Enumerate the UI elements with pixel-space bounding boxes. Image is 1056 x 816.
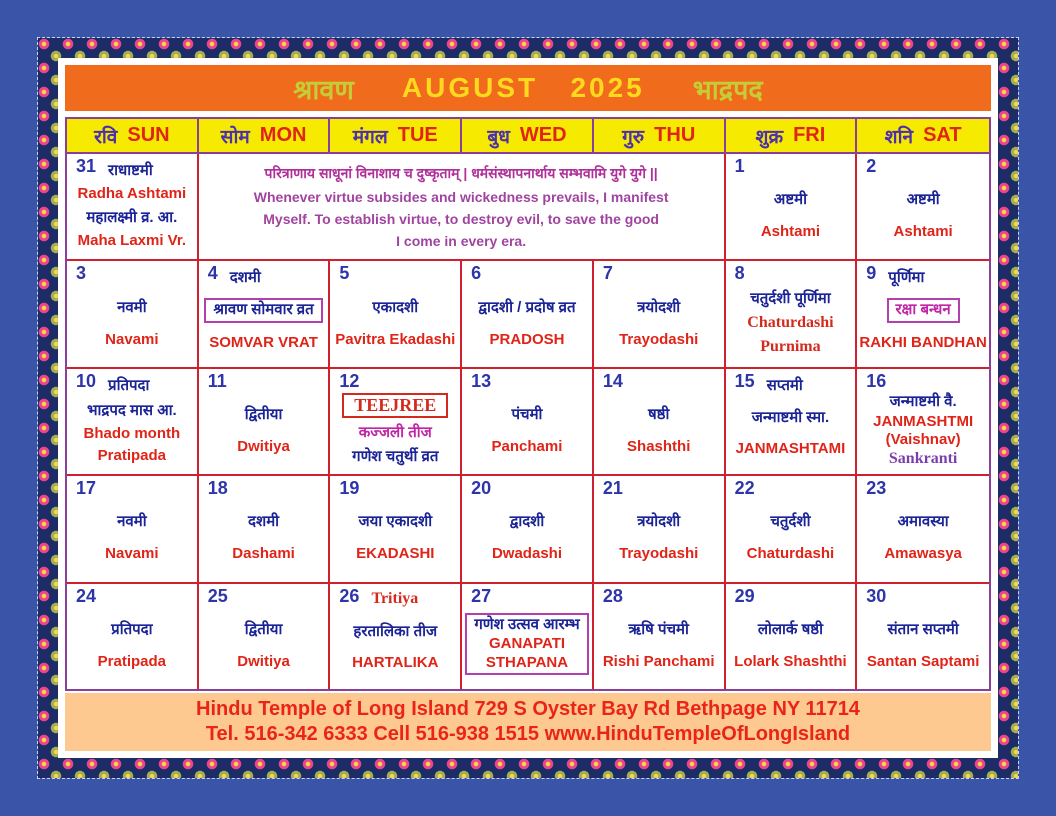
date-row: [857, 261, 989, 287]
date-number: 5: [339, 263, 350, 284]
day-cell-12: [330, 369, 462, 474]
week-row-5: [67, 584, 989, 689]
cell-lines: [594, 390, 724, 474]
date-row: [726, 584, 856, 605]
day-name-english: TUE: [397, 124, 438, 146]
day-name-english: WED: [519, 124, 567, 146]
date-side-label: दशमी: [229, 269, 261, 287]
cell-text: द्वादशी: [509, 513, 545, 531]
day-cell-25: [199, 584, 331, 689]
date-number: 24: [76, 585, 97, 606]
date-row: [857, 369, 989, 390]
cell-lines: [462, 282, 592, 366]
date-number: 27: [471, 585, 492, 606]
cell-text: Pratipada: [97, 447, 167, 465]
cell-lines: [330, 282, 460, 366]
date-row: [199, 584, 329, 605]
shloka-cell: [199, 154, 726, 259]
cell-lines: [726, 395, 856, 474]
cell-lines: [857, 390, 989, 474]
date-row: [857, 476, 989, 497]
cell-text: TEEJREE: [354, 395, 437, 416]
cell-text: JANMASHTMI: [873, 412, 974, 430]
date-row: [67, 584, 197, 605]
cell-lines: [330, 390, 460, 474]
date-row: [462, 476, 592, 497]
day-header-row: [65, 117, 991, 152]
date-side-label: Tritiya: [371, 589, 419, 607]
date-row: [726, 154, 856, 175]
date-row: [462, 369, 592, 390]
date-row: [857, 154, 989, 175]
footer-bar: [65, 693, 991, 751]
date-row: [726, 261, 856, 282]
date-row: [726, 369, 856, 395]
cell-text: षष्ठी: [648, 405, 670, 423]
calendar-panel: [58, 58, 998, 758]
cell-text: द्वादशी / प्रदोष व्रत: [478, 298, 576, 316]
cell-lines: [462, 390, 592, 474]
cell-lines: [330, 497, 460, 581]
cell-text: ऋषि पंचमी: [628, 620, 689, 638]
date-row: [199, 476, 329, 497]
date-row: [462, 584, 592, 605]
cell-text: RAKHI BANDHAN: [859, 333, 987, 351]
cell-text: Rishi Panchami: [602, 652, 715, 670]
cell-lines: [67, 180, 197, 259]
cell-text: अष्टमी: [906, 191, 940, 209]
cell-lines: [726, 605, 856, 689]
day-header-sun: [67, 119, 199, 152]
cell-text: JANMASHTAMI: [735, 439, 846, 457]
month-title: [402, 72, 645, 104]
day-cell-7: [594, 261, 726, 366]
cell-text: त्रयोदशी: [637, 513, 681, 531]
shloka-english-line: Whenever virtue subsides and wickedness prevails, I manifest: [253, 189, 669, 206]
day-header-sat: [857, 119, 989, 152]
day-cell-21: [594, 476, 726, 581]
date-number: 29: [734, 585, 755, 606]
date-side-label: राधाष्टमी: [108, 162, 153, 179]
date-side-label: पूर्णिमा: [888, 269, 925, 287]
date-side-label: प्रतिपदा: [108, 376, 150, 394]
cell-text: भाद्रपद मास आ.: [86, 401, 177, 419]
date-number: 23: [866, 478, 887, 499]
date-row: [726, 476, 856, 497]
day-cell-27: [462, 584, 594, 689]
date-row: [67, 369, 197, 395]
day-name-hindi: सोम: [220, 126, 250, 148]
day-cell-30: [857, 584, 989, 689]
hindi-month-bhadrapad: भाद्रपद: [692, 74, 763, 105]
cell-text: रक्षा बन्धन: [895, 301, 951, 319]
date-number: 26: [339, 585, 360, 606]
cell-text: गणेश चतुर्थी व्रत: [352, 447, 439, 465]
day-cell-19: [330, 476, 462, 581]
footer-contact: Tel. 516-342 6333 Cell 516-938 1515 www.HinduTempleOfLongIsland: [205, 723, 851, 745]
cell-lines: [67, 395, 197, 474]
date-number: 9: [866, 263, 877, 284]
day-cell-5: [330, 261, 462, 366]
cell-text: संतान सप्तमी: [887, 620, 959, 638]
month-name: AUGUST: [401, 72, 539, 103]
shloka-sanskrit: परित्राणाय साधूनां विनाशाय च दुष्कृताम् | धर्मसंस्थापनार्थाय सम्भवामि युगे युगे ||: [264, 165, 658, 182]
cell-lines: [462, 605, 592, 689]
day-cell-3: [67, 261, 199, 366]
week-row-4: [67, 476, 989, 583]
day-header-mon: [199, 119, 331, 152]
day-cell-1: [726, 154, 858, 259]
date-row: [857, 584, 989, 605]
hindi-month-shravan: श्रावण: [293, 74, 354, 105]
date-row: [67, 476, 197, 497]
day-cell-13: [462, 369, 594, 474]
date-number: 2: [866, 156, 877, 176]
cell-text: STHAPANA: [485, 653, 569, 671]
day-cell-23: [857, 476, 989, 581]
day-name-english: SUN: [127, 124, 170, 146]
date-number: 3: [76, 263, 87, 284]
cell-text: EKADASHI: [356, 545, 435, 563]
cell-text: PRADOSH: [489, 330, 565, 348]
cell-lines: [857, 605, 989, 689]
date-row: [594, 476, 724, 497]
year: 2025: [570, 72, 645, 103]
cell-text: एकादशी: [372, 298, 419, 316]
date-row: [67, 261, 197, 282]
highlight-box: [465, 613, 588, 675]
date-number: 25: [207, 585, 228, 606]
cell-text: Ashtami: [893, 223, 953, 241]
cell-text: दशमी: [248, 513, 280, 531]
week-row-3: [67, 369, 989, 476]
cell-lines: [199, 497, 329, 581]
shloka-english-line: Myself. To establish virtue, to destroy evil, to save the good: [263, 211, 659, 228]
cell-text: Panchami: [491, 438, 563, 456]
cell-lines: [199, 605, 329, 689]
cell-text: Amawasya: [884, 545, 962, 563]
cell-text: पंचमी: [511, 405, 543, 423]
date-row: [594, 584, 724, 605]
cell-text: GANAPATI: [488, 634, 566, 652]
cell-text: Maha Laxmi Vr.: [77, 232, 187, 250]
week-row-1: [67, 154, 989, 261]
cell-text: SOMVAR VRAT: [209, 333, 318, 351]
day-cell-11: [199, 369, 331, 474]
day-name-hindi: बुध: [487, 126, 510, 148]
date-number: 30: [866, 585, 887, 606]
date-number: 21: [602, 478, 623, 499]
date-number: 4: [207, 263, 218, 284]
day-name-english: THU: [654, 124, 696, 146]
day-cell-17: [67, 476, 199, 581]
cell-text: Trayodashi: [619, 330, 699, 348]
cell-lines: [726, 497, 856, 581]
cell-text: Sankranti: [888, 449, 958, 467]
cell-text: श्रावण सोमवार व्रत: [213, 301, 314, 319]
cell-text: Dashami: [232, 545, 295, 563]
date-number: 11: [207, 370, 227, 391]
cell-text: Dwadashi: [491, 545, 562, 563]
date-row: [330, 261, 460, 282]
date-row: [462, 261, 592, 282]
date-number: 1: [734, 156, 745, 176]
date-number: 6: [471, 263, 482, 284]
date-number: 18: [207, 478, 228, 499]
date-number: 16: [866, 370, 887, 391]
calendar-grid: [65, 152, 991, 691]
shloka-english-line: I come in every era.: [396, 233, 527, 250]
cell-text: नवमी: [117, 298, 147, 316]
day-cell-10: [67, 369, 199, 474]
cell-text: चतुर्दशी: [770, 513, 811, 531]
date-number: 14: [602, 370, 623, 391]
cell-text: Shashthi: [627, 438, 691, 456]
footer-address: Hindu Temple of Long Island 729 S Oyster Bay Rd Bethpage NY 11714: [196, 698, 860, 720]
date-number: 10: [76, 370, 97, 391]
cell-text: Pavitra Ekadashi: [335, 330, 456, 348]
date-row: [199, 369, 329, 390]
cell-text: Trayodashi: [619, 545, 699, 563]
day-cell-15: [726, 369, 858, 474]
cell-lines: [594, 282, 724, 366]
day-cell-29: [726, 584, 858, 689]
day-header-fri: [726, 119, 858, 152]
cell-text: कज्जली तीज: [358, 424, 432, 441]
cell-lines: [594, 605, 724, 689]
cell-lines: [857, 175, 989, 259]
title-bar: [65, 65, 991, 111]
date-number: 28: [602, 585, 623, 606]
highlight-box: [342, 393, 448, 418]
day-cell-26: [330, 584, 462, 689]
day-cell-18: [199, 476, 331, 581]
day-name-hindi: गुरु: [622, 126, 645, 148]
cell-text: Lolark Shashthi: [734, 652, 847, 670]
day-header-thu: [594, 119, 726, 152]
date-row: [199, 261, 329, 287]
day-name-hindi: शनि: [884, 126, 914, 148]
cell-text: Dwitiya: [237, 438, 290, 456]
cell-lines: [726, 282, 856, 366]
cell-text: Ashtami: [760, 223, 821, 241]
cell-text: त्रयोदशी: [637, 298, 681, 316]
cell-text: महालक्ष्मी व्र. आ.: [86, 209, 178, 227]
cell-lines: [330, 608, 460, 689]
date-number: 31: [76, 156, 97, 176]
cell-text: Navami: [105, 545, 159, 563]
date-row: [330, 369, 460, 390]
cell-text: (Vaishnav): [885, 431, 961, 449]
date-row: [67, 154, 197, 180]
day-cell-9: [857, 261, 989, 366]
cell-text: Navami: [105, 330, 159, 348]
cell-lines: [857, 497, 989, 581]
day-cell-4: [199, 261, 331, 366]
cell-text: जन्माष्टमी स्मा.: [751, 409, 830, 427]
day-cell-8: [726, 261, 858, 366]
date-number: 22: [734, 478, 755, 499]
cell-lines: [67, 605, 197, 689]
cell-lines: [67, 497, 197, 581]
cell-text: Dwitiya: [237, 652, 290, 670]
day-name-english: SAT: [923, 124, 962, 146]
cell-text: Purnima: [760, 337, 821, 355]
day-header-tue: [330, 119, 462, 152]
day-cell-6: [462, 261, 594, 366]
week-row-2: [67, 261, 989, 368]
cell-text: चतुर्दशी पूर्णिमा: [750, 290, 831, 308]
day-name-hindi: शुक्र: [755, 126, 784, 148]
date-number: 12: [339, 370, 360, 391]
day-cell-22: [726, 476, 858, 581]
cell-lines: [199, 287, 329, 366]
cell-lines: [594, 497, 724, 581]
cell-text: अमावस्या: [897, 513, 949, 531]
day-name-english: FRI: [793, 124, 826, 146]
date-number: 8: [734, 263, 745, 284]
cell-lines: [726, 175, 856, 259]
day-header-wed: [462, 119, 594, 152]
date-row: [330, 584, 460, 608]
cell-text: द्वितीया: [244, 405, 283, 423]
cell-lines: [199, 390, 329, 474]
cell-text: हरतालिका तीज: [353, 622, 438, 640]
day-name-hindi: रवि: [94, 126, 118, 148]
cell-text: प्रतिपदा: [111, 620, 153, 638]
highlight-box: [887, 298, 960, 323]
cell-text: Chaturdashi: [746, 545, 835, 563]
day-cell-14: [594, 369, 726, 474]
cell-text: HARTALIKA: [352, 653, 439, 671]
day-cell-24: [67, 584, 199, 689]
date-row: [594, 369, 724, 390]
cell-lines: [462, 497, 592, 581]
cell-text: द्वितीया: [244, 620, 283, 638]
date-row: [594, 261, 724, 282]
day-cell-28: [594, 584, 726, 689]
cell-text: जन्माष्टमी वै.: [889, 393, 957, 411]
day-name-english: MON: [259, 124, 307, 146]
date-number: 15: [734, 370, 755, 391]
cell-text: नवमी: [117, 513, 147, 531]
cell-lines: [857, 287, 989, 366]
day-cell-2: [857, 154, 989, 259]
date-side-label: सप्तमी: [766, 376, 803, 394]
day-cell-31: [67, 154, 199, 259]
date-number: 17: [76, 478, 97, 499]
highlight-box: [204, 298, 322, 323]
day-name-hindi: मंगल: [352, 126, 388, 148]
date-number: 7: [602, 263, 613, 284]
cell-text: Santan Saptami: [866, 652, 980, 670]
date-row: [330, 476, 460, 497]
cell-text: अष्टमी: [773, 191, 807, 209]
cell-text: Pratipada: [97, 652, 167, 670]
date-number: 13: [471, 370, 492, 391]
date-number: 20: [471, 478, 492, 499]
cell-text: Chaturdashi: [747, 314, 834, 332]
cell-text: जया एकादशी: [358, 513, 433, 531]
cell-text: Radha Ashtami: [77, 185, 187, 203]
cell-text: गणेश उत्सव आरम्भ: [474, 616, 580, 634]
cell-text: Bhado month: [83, 425, 181, 442]
day-cell-20: [462, 476, 594, 581]
cell-text: लोलार्क षष्ठी: [757, 620, 824, 638]
cell-lines: [67, 282, 197, 366]
date-number: 19: [339, 478, 360, 499]
day-cell-16: [857, 369, 989, 474]
